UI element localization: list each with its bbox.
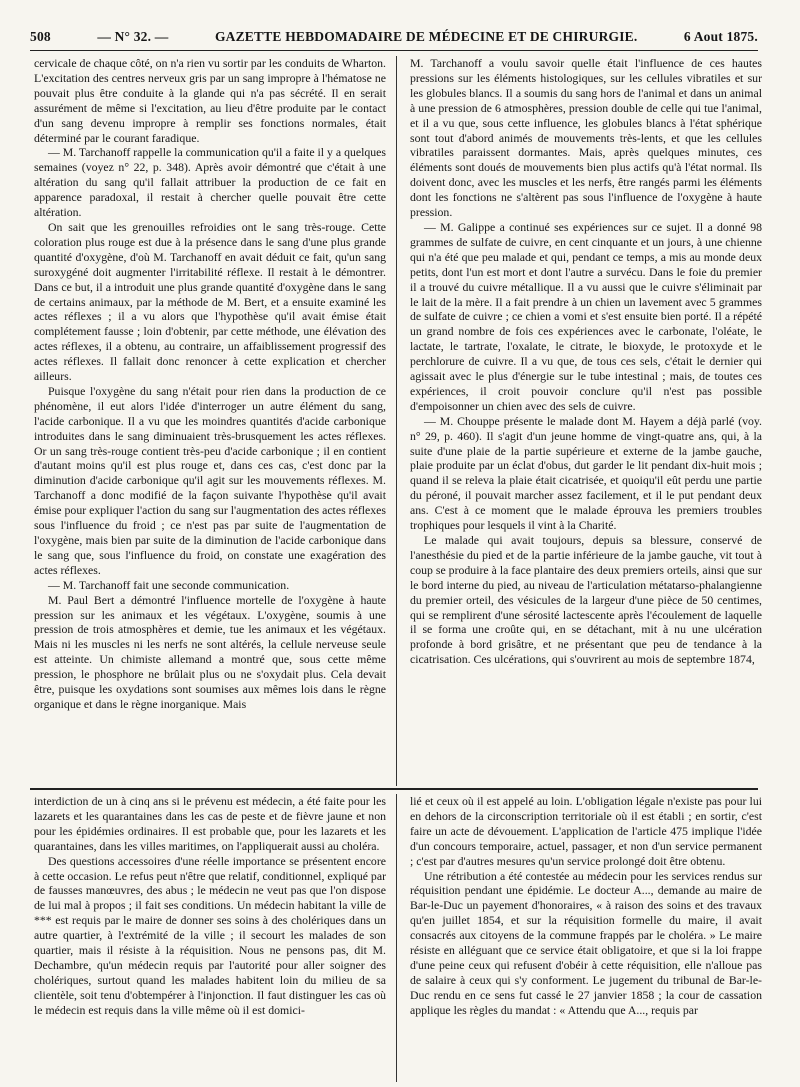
paragraph: — M. Chouppe présente le malade dont M. Hayem a déjà parlé (voy. n° 29, p. 460). Il s'agit d'un jeune homme de vingt-quatre ans, qui, à la suite d'une plaie de la partie supérieure et externe de la jambe gauche, plaie produite par un éclat d'obus, dut garder le lit pendant dix-huit mois ; quand il se releva la plaie était cicatrisée, et quoiqu'il eût perdu une partie du péroné, il pouvait marcher assez facilement, et il le put pendant deux ans. C'est à ce moment que le malade éprouva les premiers troubles trophiques pour lesquels il vint à la Charité. <box>410 413 762 533</box>
header-rule <box>30 50 758 51</box>
journal-title: GAZETTE HEBDOMADAIRE DE MÉDECINE ET DE CHIRURGIE. <box>214 29 638 44</box>
page-number: 508 <box>30 29 51 44</box>
paragraph: Des questions accessoires d'une réelle importance se présentent encore à cette occasion. Le refus peut n'être que relatif, conditionnel, expliqué par de fausses manœuvres, des abus ; le médecin ne veut pas que l'on dispose de lui mal à propos ; il fait ses conditions. Un médecin habitant la ville de *** est requis par le maire de donner ses soins à des cholériques dans un autre quartier, à l'extrémité de la ville ; il secourt les malades de son quartier, mais il résiste à la réquisition. Nous ne pensons pas, dit M. Dechambre, qu'un médecin requis par l'autorité pour aller soigner des cholériques, surtout quand les malades habitent loin du milieu de sa clientèle, soit tenu d'obtempérer à l'injonction. Il faut distinguer les cas où le médecin est requis dans la ville même où il est domici- <box>34 853 386 1017</box>
paragraph: — M. Tarchanoff fait une seconde communication. <box>48 577 290 592</box>
upper-left-column <box>34 56 386 784</box>
paragraph: M. Tarchanoff a voulu savoir quelle était l'influence de ces hautes pressions sur les éléments histologiques, sur les cellules vibratiles et sur les globules blancs. Il a soumis du sang hors de l'animal et dans un animal à une pression de 6 atmosphères, pression double de celle qui tue l'animal, et il a vu que, sous cette influence, les globules blancs à l'état sphérique sont tout d'abord animés de mouvements très-lents, et que les cellules vibratiles paraissent dormantes. Mais, après quelques minutes, ces éléments sont doués de mouvements bien plus actifs qu'à l'état normal. Ils doivent donc, avec les muscles et les nerfs, être rangés parmi les éléments dont les fonctions ne s'altèrent pas sous l'influence de l'oxygène à haute pression. <box>410 56 762 220</box>
running-header <box>30 24 758 50</box>
paragraph: Puisque l'oxygène du sang n'était pour rien dans la production de ce phénomène, il eut alors l'idée d'interroger un autre élément du sang, l'acide carbonique. Il a vu que les moindres quantités d'acide carbonique introduites dans le sang diminuaient très-brusquement les actes réflexes. Or un sang très-rouge contient très-peu d'acide carbonique ; il en contient d'autant moins qu'il est plus rouge et, dans ces cas, c'est donc par la diminution d'acide carbonique qu'il agit sur les mouvements réflexes. M. Tarchanoff a donc modifié de la façon suivante l'hypothèse qu'il avait émise pour expliquer l'action du sang sur l'augmentation des actes réflexes sous l'influence du froid ; ce n'est pas par suite de l'augmentation de l'oxygène, mais bien par suite de la diminution de l'acide carbonique dans le sang que, sous l'influence du froid, on constate une exagération des actes réflexes. <box>34 383 386 577</box>
paragraph: — M. Tarchanoff rappelle la communication qu'il a faite il y a quelques semaines (voyez n° 22, p. 348). Après avoir démontré que c'était à une altération du sang qu'il fallait attribuer la production de ce fait en apparence paradoxal, il restait à chercher quelle pouvait être cette altération. <box>34 145 386 220</box>
lower-left-column <box>34 794 386 1084</box>
paragraph: cervicale de chaque côté, on n'a rien vu sortir par les conduits de Wharton. L'excitation des centres nerveux gris par un sang impropre à l'hématose ne pouvait plus être conduite à la glande qui n'a pas sécrété. Il en serait assurément de même si l'excitation, au lieu d'être produite par le contact d'un sang devenu impropre à remplir ses fonctions normales, était déterminé par le courant faradique. <box>34 56 386 145</box>
upper-right-column <box>410 56 762 784</box>
column-divider <box>396 794 397 1082</box>
issue-number: — N° 32. — <box>97 29 169 44</box>
lower-right-column <box>410 794 762 1084</box>
paragraph: lié et ceux où il est appelé au loin. L'obligation légale n'existe pas pour lui en dehors de la circonscription territoriale où il est établi ; en sortir, c'est faire un acte de dévouement. L'application de l'article 475 implique l'idée d'un concours temporaire, actuel, passager, et non d'un service permanent ; c'est par d'autres mesures qu'un service prolongé doit être obtenu. <box>410 794 762 868</box>
paragraph: Une rétribution a été contestée au médecin pour les services rendus sur réquisition pendant une épidémie. Le docteur A..., demande au maire de Bar-le-Duc un payement d'honoraires, « à raison des soins et des travaux qu'en juillet 1854, et sur la réquisition formelle du maire, il avait consacrés aux citoyens de la commune frappés par le choléra. » Le maire résiste en alléguant que ce service était obligatoire, et que si la loi frappe d'une peine ceux qui refusent d'obéir à cette réquisition, elle n'alloue pas de salaire à ceux qui s'y conforment. Le jugement du tribunal de Bar-le-Duc rendu en ce sens fut cassé le 27 janvier 1858 ; la cour de cassation applique les règles du mandat : « Attendu que A..., requis par <box>410 868 762 1017</box>
section-rule <box>30 788 758 790</box>
issue-date: 6 Aout 1875. <box>683 29 758 44</box>
paragraph: M. Paul Bert a démontré l'influence mortelle de l'oxygène à haute pression sur les animaux et les végétaux. L'oxygène, soumis à une pression de trois atmosphères et demie, tue les animaux et les végétaux. Mais ni les muscles ni les nerfs ne sont altérés, la cellule nerveuse seule est atteinte. Un chimiste allemand a montré que, sous cette même pression, le phosphore ne brûlait plus ou ne s'oxydait plus. Cela devait être, puisque les oxydations sont soumises aux mêmes lois dans le règne organique et dans le règne inorganique. Mais <box>34 592 386 711</box>
paragraph: — M. Galippe a continué ses expériences sur ce sujet. Il a donné 98 grammes de sulfate de cuivre, en cent cinquante et un jours, à une chienne qui n'a été que peu malade et qui, pendant ce temps, a mis au monde deux petits, dont l'un est mort et dont l'autre a survécu. Dans le foie du premier il a trouvé du cuivre métallique. Il a vu aussi que le cuivre s'éliminait par le lait de la mère. Il a fait prendre à un chien un lavement avec 5 grammes de sulfate de cuivre ; ce chien a vomi et s'est ensuite bien porté. Il a répété un grand nombre de fois ces expériences avec le carbonate, l'oléate, le lactate, le tartrate, l'oxalate, le citrate, le bioxyde, le protoxyde et le perchlorure de cuivre. Il a vu que, de tous ces sels, c'était le dernier qui agissait avec le plus d'énergie sur le tube intestinal ; mais, de toutes ces expériences, il croit pouvoir conclure qu'il n'est pas possible d'empoisonner un chien avec des sels de cuivre. <box>410 219 762 413</box>
column-divider <box>396 56 397 786</box>
paragraph: Le malade qui avait toujours, depuis sa blessure, conservé de l'anesthésie du pied et de la partie inférieure de la jambe gauche, vit tout à coup se produire à la face plantaire des deux premiers orteils, ainsi que sur le bord interne du pied, au niveau de l'articulation métatarso-phalangienne du premier orteil, des vésicules de la largeur d'une pièce de 50 centimes, qui se remplirent d'une sérosité lactescente après l'écoulement de laquelle il se forma une croûte qui, en se détachant, mit à nu une ulcération profonde à bord grisâtre, et ne présentant que peu de tendance à la cicatrisation. Ces ulcérations, qui s'ouvrirent au mois de septembre 1874, <box>410 533 762 667</box>
paragraph: On sait que les grenouilles refroidies ont le sang très-rouge. Cette coloration plus rouge est due à la présence dans le sang d'une plus grande quantité d'oxygène, d'où M. Tarchanoff en avait déduit ce fait, qu'un sang suroxygéné doit augmenter l'irritabilité réflexe. Il restait à le démontrer. Dans ce but, il a introduit une plus grande quantité d'oxygène dans le sang de certains animaux, par la méthode de M. Bert, et a ensuite examiné les actes réflexes ; il a vu alors que l'hypothèse qu'il avait émise était complétement fausse ; loin d'obtenir, par cette méthode, une élévation des actes réflexes, il a obtenu, au contraire, un affaiblissement progressif des actes réflexes. Il fallait donc renoncer à cette explication et chercher ailleurs. <box>34 219 386 384</box>
paragraph: interdiction de un à cinq ans si le prévenu est médecin, a été faite pour les lazarets et les quarantaines dans les cas de peste et de fièvre jaune et non pour les épidémies ordinaires. Il est probable que, pour les lazarets et les quarantaines, dans les villes maritimes, on l'appliquerait aussi au choléra. <box>34 794 386 853</box>
